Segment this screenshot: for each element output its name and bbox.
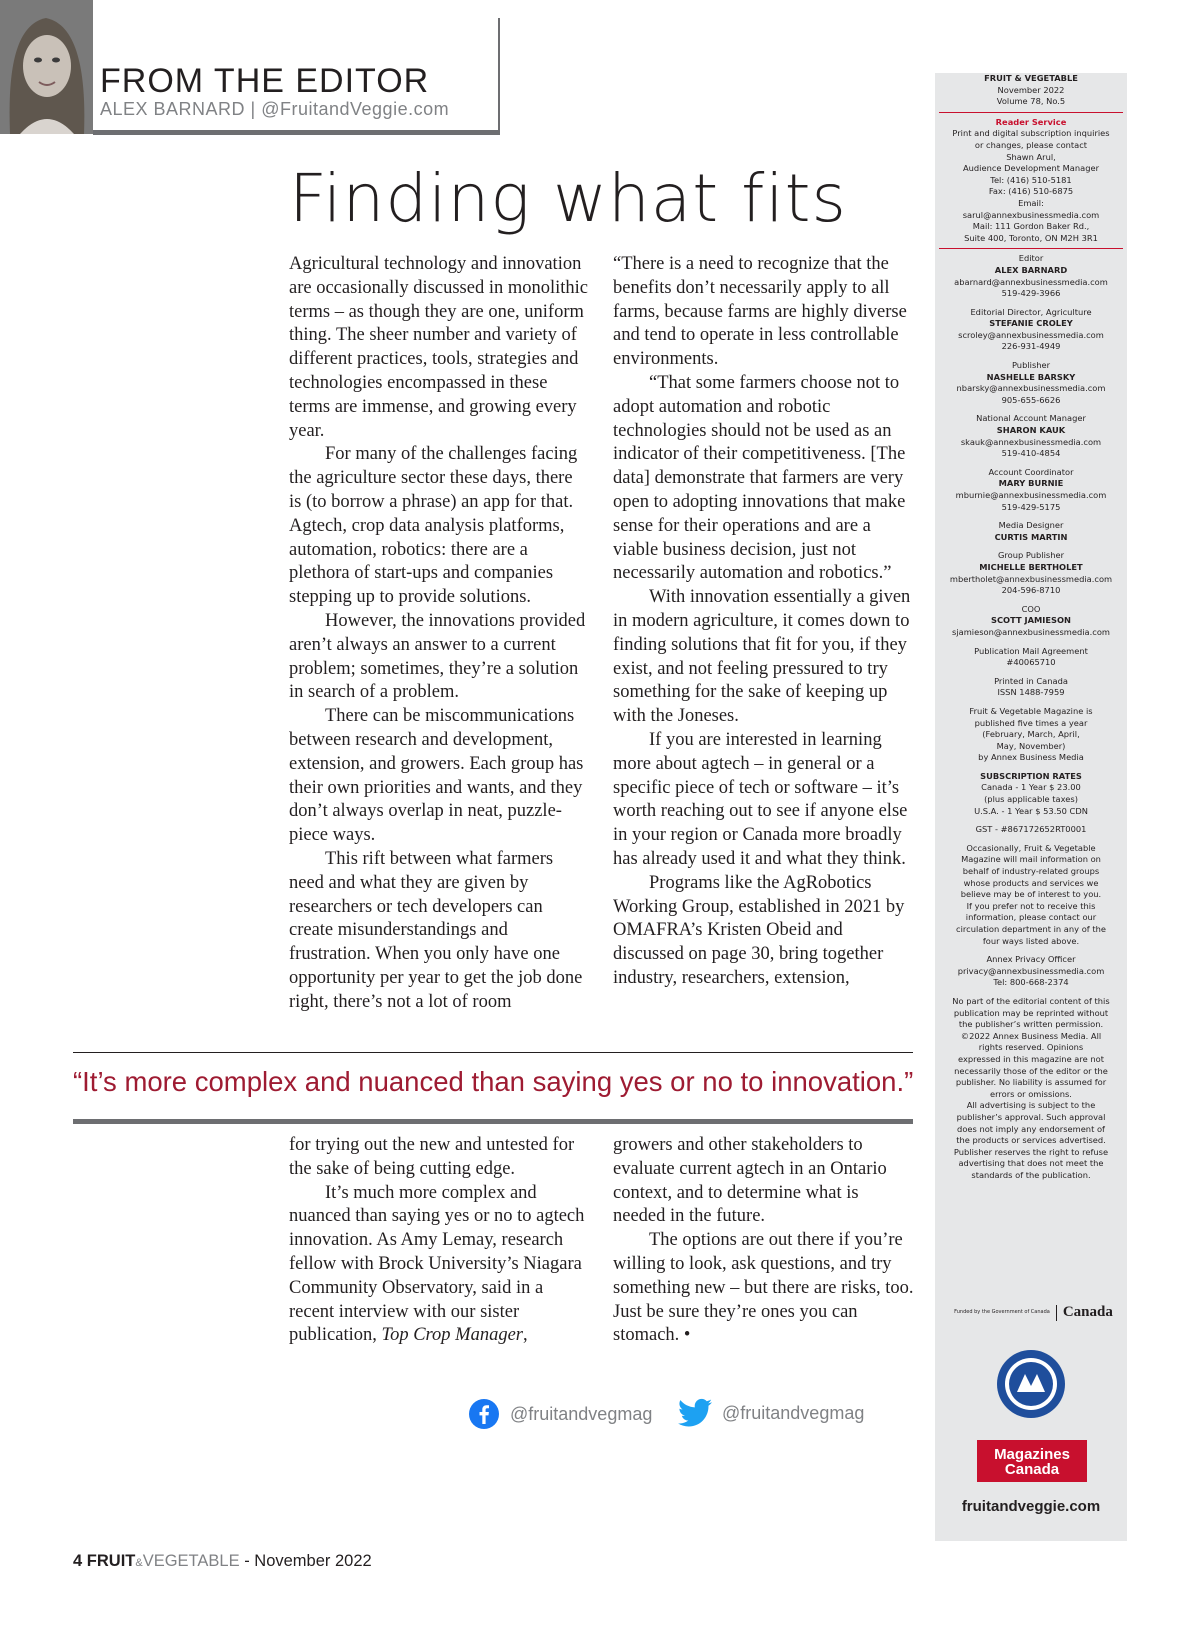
staff-role: COO bbox=[1021, 603, 1041, 614]
copyright-line: necessarily those of the editor or the bbox=[954, 1065, 1108, 1076]
staff-name: ALEX BARNARD bbox=[994, 264, 1068, 275]
paragraph: For many of the challenges facing the agriculture sector these days, there is (to borrow a phrase) an app for that. Agtech, crop data analysis platforms, automation, robotics: there are a plethora of start-ups and companies stepping up to provide solutions. bbox=[289, 444, 578, 608]
reader-service-line: Tel: (416) 510-5181 bbox=[990, 174, 1072, 185]
copyright-line: expressed in this magazine are not bbox=[958, 1053, 1104, 1064]
staff-email[interactable]: scroley@annexbusinessmedia.com bbox=[958, 329, 1104, 340]
privacy-line: If you prefer not to receive this bbox=[966, 900, 1096, 911]
staff-email[interactable]: skauk@annexbusinessmedia.com bbox=[960, 436, 1102, 447]
staff-name: STEFANIE CROLEY bbox=[989, 318, 1073, 329]
paragraph: The options are out there if you’re willing to look, ask questions, and try something new – but there are risks, too. Just be sure they’re ones you can stomach. • bbox=[613, 1230, 914, 1346]
staff-name: SHARON KAUK bbox=[996, 425, 1066, 436]
mail-agreement-line: #40065710 bbox=[1006, 657, 1056, 668]
reader-service-line: Shawn Arul, bbox=[1006, 151, 1056, 162]
privacy-officer bbox=[941, 954, 1121, 989]
section-title: FROM THE EDITOR bbox=[100, 62, 430, 100]
reader-service-heading: Reader Service bbox=[995, 116, 1067, 127]
paragraph: Agricultural technology and innovation are occasionally discussed in monolithic terms – as though they are one, uniform thing. The sheer number and variety of different practices, tools, strategies and technologies encompassed in these terms are immense, and growing every year. bbox=[289, 254, 589, 441]
header-rule-vertical bbox=[498, 18, 500, 132]
article-column-2-bottom bbox=[613, 1134, 915, 1348]
printed-line: Printed in Canada bbox=[994, 675, 1068, 686]
printed-line: ISSN 1488-7959 bbox=[997, 687, 1065, 698]
subscription-heading: SUBSCRIPTION RATES bbox=[980, 770, 1082, 781]
aam-seal-icon bbox=[995, 1348, 1067, 1420]
staff-role: Media Designer bbox=[998, 520, 1064, 531]
paragraph: There can be miscommunications between research and development, extension, and growers. Each group has their own priorities and wants, and they don’t always overlap in neat, puzzle-piece ways. bbox=[289, 706, 584, 846]
publication-line: published five times a year bbox=[974, 717, 1088, 728]
article-column-1-top bbox=[289, 253, 589, 1015]
privacy-officer-line: Annex Privacy Officer bbox=[986, 954, 1076, 965]
page-footer bbox=[73, 1552, 372, 1571]
reader-service-line: or changes, please contact bbox=[974, 139, 1088, 150]
facebook-icon bbox=[468, 1398, 500, 1430]
twitter-icon bbox=[678, 1398, 712, 1428]
staff-email[interactable]: sjamieson@annexbusinessmedia.com bbox=[952, 626, 1110, 637]
staff-email[interactable]: mbertholet@annexbusinessmedia.com bbox=[949, 573, 1113, 584]
staff-entry-group-publisher bbox=[941, 550, 1121, 596]
copyright-line: publisher. No liability is assumed for bbox=[955, 1077, 1107, 1088]
paragraph-text: , bbox=[523, 1325, 528, 1346]
staff-name: SCOTT JAMIESON bbox=[990, 615, 1071, 626]
privacy-line: four ways listed above. bbox=[982, 935, 1080, 946]
paragraph: Programs like the AgRobotics Working Group, established in 2021 by OMAFRA’s Kristen Obeid and discussed on page 30, bring together industry, researchers, extension, bbox=[613, 872, 905, 988]
staff-role: National Account Manager bbox=[976, 413, 1086, 424]
footer-brand-vegetable: VEGETABLE bbox=[142, 1552, 240, 1570]
publication-line: (February, March, April, bbox=[982, 729, 1080, 740]
canada-wordmark: Canada bbox=[1062, 1304, 1113, 1321]
twitter-handle[interactable] bbox=[678, 1398, 864, 1428]
privacy-line: believe may be of interest to you. bbox=[960, 889, 1102, 900]
staff-email[interactable]: nbarsky@annexbusinessmedia.com bbox=[956, 383, 1106, 394]
paragraph bbox=[289, 1182, 589, 1349]
paragraph: growers and other stakeholders to evaluate current agtech in an Ontario context, and to determine what is needed in the future. bbox=[613, 1135, 887, 1227]
staff-entry-editorial-director bbox=[941, 307, 1121, 353]
copyright-line: the products or services advertised. bbox=[956, 1135, 1106, 1146]
staff-phone: 204-596-8710 bbox=[1001, 585, 1061, 596]
staff-email[interactable]: mburnie@annexbusinessmedia.com bbox=[955, 490, 1107, 500]
masthead-sidebar bbox=[935, 73, 1127, 1541]
staff-role: Publisher bbox=[1011, 360, 1051, 371]
copyright-line: advertising that does not meet the bbox=[958, 1158, 1104, 1169]
paragraph: With innovation essentially a given in modern agriculture, it comes down to finding solutions that fit for you, if they exist, and not feeling pressured to try something for the sake of keeping up with the Joneses. bbox=[613, 587, 911, 727]
staff-role: Group Publisher bbox=[998, 550, 1064, 561]
staff-name: CURTIS MARTIN bbox=[994, 531, 1068, 542]
reader-service-email[interactable]: sarul@annexbusinessmedia.com bbox=[962, 209, 1100, 220]
staff-name: MICHELLE BERTHOLET bbox=[979, 561, 1083, 572]
twitter-handle-text: @fruitandvegmag bbox=[722, 1402, 865, 1423]
privacy-line: information, please contact our bbox=[965, 912, 1097, 923]
reader-service-line: Audience Development Manager bbox=[962, 163, 1100, 174]
pull-quote: “It’s more complex and nuanced than saying yes or no to innovation.” bbox=[73, 1066, 914, 1097]
canada-divider bbox=[1056, 1305, 1057, 1321]
publication-line: by Annex Business Media bbox=[978, 752, 1084, 763]
subscription-line: (plus applicable taxes) bbox=[984, 794, 1078, 805]
facebook-handle-text: @fruitandvegmag bbox=[510, 1403, 653, 1424]
staff-email[interactable]: abarnard@annexbusinessmedia.com bbox=[954, 276, 1108, 287]
footer-issue: - November 2022 bbox=[239, 1552, 372, 1570]
staff-entry-coo bbox=[941, 604, 1121, 639]
privacy-officer-email[interactable]: privacy@annexbusinessmedia.com bbox=[957, 965, 1105, 976]
staff-phone: 519-410-4854 bbox=[1001, 448, 1061, 459]
footer-brand-fruit: FRUIT bbox=[86, 1552, 136, 1570]
staff-entry-editor bbox=[941, 253, 1121, 299]
staff-entry-account-coordinator bbox=[941, 467, 1121, 513]
reader-service-line: Fax: (416) 510-6875 bbox=[988, 186, 1074, 197]
facebook-handle[interactable] bbox=[468, 1398, 652, 1430]
paragraph: If you are interested in learning more about agtech – in general or a specific piece of tech or software – it’s worth reaching out to see if anyone else in your region or Canada more broadly has already used it and what they think. bbox=[613, 729, 908, 869]
copyright-notice bbox=[941, 996, 1121, 1182]
reader-service-line: Print and digital subscription inquiries bbox=[952, 128, 1110, 139]
staff-entry-media-designer bbox=[941, 520, 1121, 543]
privacy-notice bbox=[941, 843, 1121, 947]
reader-service-text bbox=[941, 128, 1121, 244]
article-column-1-bottom bbox=[289, 1134, 589, 1348]
staff-role: Editor bbox=[1018, 253, 1044, 264]
masthead-volume: Volume 78, No.5 bbox=[996, 96, 1066, 107]
reader-service-line: Email: bbox=[1018, 197, 1044, 208]
pull-quote-rule-top bbox=[73, 1052, 913, 1053]
staff-phone: 519-429-5175 bbox=[1001, 501, 1061, 512]
copyright-line: rights reserved. Opinions bbox=[978, 1042, 1084, 1053]
byline: ALEX BARNARD | @FruitandVeggie.com bbox=[100, 99, 450, 119]
gst-number: GST - #867172652RT0001 bbox=[975, 824, 1087, 835]
staff-phone: 226-931-4949 bbox=[1001, 341, 1061, 352]
staff-phone: 905-655-6626 bbox=[1001, 394, 1061, 405]
paragraph: “There is a need to recognize that the benefits don’t necessarily apply to all farms, because farms are highly diverse and tend to operate in less controllable environments. bbox=[613, 254, 907, 370]
privacy-line: behalf of industry-related groups bbox=[962, 866, 1100, 877]
paragraph: “That some farmers choose not to adopt automation and robotic technologies should not be used as an indicator of their competitiveness. [The data] demonstrate that farmers are very open to adopting innovations that make sense for their operations and are a viable business decision, just not necessarily automation and robotics.” bbox=[613, 372, 906, 584]
privacy-line: circulation department in any of the bbox=[956, 924, 1106, 934]
canada-funded-text: Funded by the Government of Canada bbox=[954, 1309, 1050, 1316]
privacy-officer-line: Tel: 800-668-2374 bbox=[993, 977, 1069, 988]
masthead-title: FRUIT & VEGETABLE bbox=[984, 73, 1078, 83]
magazines-canada-logo bbox=[977, 1440, 1087, 1482]
reader-service-line: Suite 400, Toronto, ON M2H 3R1 bbox=[964, 232, 1098, 243]
pull-quote-rule-bottom bbox=[73, 1119, 913, 1124]
publication-title: Top Crop Manager bbox=[381, 1325, 523, 1346]
staff-role: Account Coordinator bbox=[988, 466, 1074, 477]
subscription-line: U.S.A. - 1 Year $ 53.50 CDN bbox=[974, 805, 1088, 816]
staff-phone: 519-429-3966 bbox=[1001, 288, 1061, 299]
article-column-2-top bbox=[613, 253, 915, 991]
government-of-canada-logo bbox=[951, 1305, 1116, 1321]
footer-brand-amp: & bbox=[135, 1557, 143, 1569]
staff-entry-publisher bbox=[941, 360, 1121, 406]
privacy-line: Occasionally, Fruit & Vegetable bbox=[966, 842, 1096, 853]
publication-info bbox=[941, 706, 1121, 764]
copyright-line: the publisher’s written permission. bbox=[958, 1019, 1104, 1030]
website-link[interactable]: fruitandveggie.com bbox=[961, 1498, 1101, 1515]
mail-agreement-line: Publication Mail Agreement bbox=[974, 645, 1088, 656]
copyright-line: No part of the editorial content of this bbox=[952, 995, 1110, 1006]
publication-line: Fruit & Vegetable Magazine is bbox=[969, 705, 1093, 716]
subscription-rates bbox=[941, 771, 1121, 817]
header-rule-horizontal bbox=[93, 130, 500, 135]
printed-info bbox=[941, 676, 1121, 699]
staff-name: NASHELLE BARSKY bbox=[986, 371, 1076, 382]
mail-agreement bbox=[941, 646, 1121, 669]
reader-service-line: Mail: 111 Gordon Baker Rd., bbox=[972, 221, 1090, 232]
magazines-canada-line: Magazines bbox=[994, 1446, 1070, 1463]
copyright-line: ©2022 Annex Business Media. All bbox=[960, 1030, 1102, 1041]
magazines-canada-line: Canada bbox=[1004, 1461, 1060, 1478]
copyright-line: standards of the publication. bbox=[971, 1169, 1091, 1180]
headline: Finding what fits bbox=[289, 160, 847, 237]
copyright-line: publication may be reprinted without bbox=[953, 1007, 1109, 1018]
paragraph: for trying out the new and untested for the sake of being cutting edge. bbox=[289, 1135, 575, 1179]
page-number: 4 bbox=[73, 1552, 83, 1570]
copyright-line: does not imply any endorsement of bbox=[957, 1123, 1105, 1134]
subscription-line: Canada - 1 Year $ 23.00 bbox=[981, 782, 1081, 793]
editor-portrait bbox=[0, 0, 93, 134]
privacy-line: whose products and services we bbox=[963, 877, 1099, 888]
editor-photo bbox=[0, 0, 93, 134]
publication-line: May, November) bbox=[996, 740, 1066, 751]
masthead-issue: November 2022 bbox=[997, 84, 1065, 95]
copyright-line: errors or omissions. bbox=[990, 1088, 1072, 1099]
paragraph-text: It’s much more complex and nuanced than saying yes or no to agtech innovation. As Amy Lemay, research fellow with Brock University’s Niagara Community Observatory, said in a recent interview with our sister publication, bbox=[289, 1182, 585, 1346]
staff-name: MARY BURNIE bbox=[998, 478, 1064, 489]
copyright-line: Publisher reserves the right to refuse bbox=[953, 1146, 1109, 1157]
copyright-line: publisher’s approval. Such approval bbox=[956, 1111, 1106, 1122]
staff-entry-account-manager bbox=[941, 413, 1121, 459]
paragraph: However, the innovations provided aren’t always an answer to a current problem; sometimes, they’re a solution in search of a problem. bbox=[289, 610, 586, 703]
masthead-divider bbox=[939, 112, 1123, 113]
masthead-divider bbox=[939, 248, 1123, 249]
paragraph: This rift between what farmers need and what they are given by researchers or tech developers can create misunderstandings and frustration. When you only have one opportunity per year to get the job done right, there’s not a lot of room bbox=[289, 848, 583, 1012]
copyright-line: All advertising is subject to the bbox=[966, 1100, 1096, 1111]
staff-role: Editorial Director, Agriculture bbox=[970, 306, 1092, 317]
privacy-line: Magazine will mail information on bbox=[961, 854, 1101, 865]
